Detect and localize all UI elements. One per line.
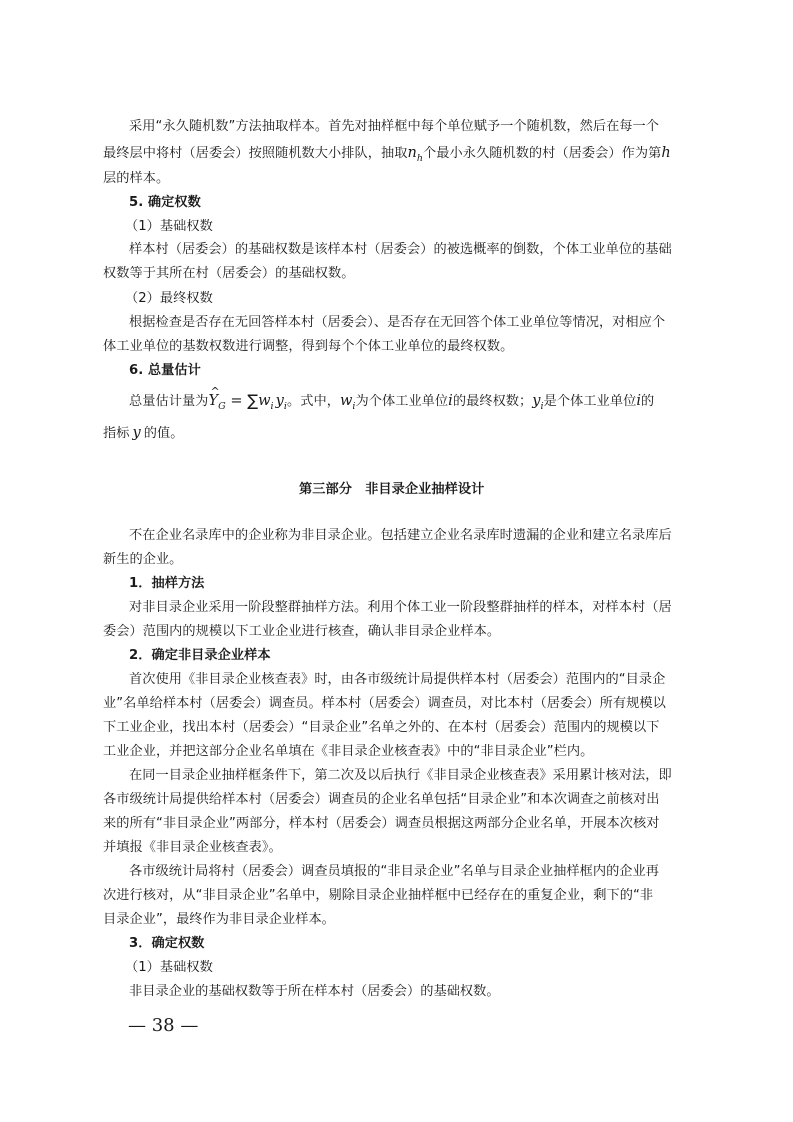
math-w-inline-subscript: i (352, 401, 356, 412)
math-y-inline-subscript: i (540, 401, 544, 412)
para-sample-line-4: 工业企业，并把这部分企业名单填在《非目录企业核查表》中的“非目录企业”栏内。 (103, 744, 594, 759)
math-w-subscript: i (270, 401, 274, 412)
text-span: 个最小永久随机数的村（居委会）作为第 (423, 146, 662, 161)
text-span: 指标 (103, 426, 130, 441)
para-sampling-method-line-1: 采用“永久随机数”方法抽取样本。首先对抽样框中每个单位赋予一个随机数，然后在每一个 (129, 119, 660, 134)
para-sample-line-1: 首次使用《非目录企业核查表》时，由各市级统计局提供样本村（居委会）范围内的“目录企 (129, 672, 666, 687)
para-sampling-method-line-2 (103, 143, 671, 165)
math-y-subscript: i (283, 401, 287, 412)
para-final-weight-line-1: 根据检查是否存在无回答样本村（居委会）、是否存在无回答个体工业单位等情况，对相应个 (129, 315, 666, 330)
para-method-line-1: 对非目录企业采用一阶段整群抽样方法。利用个体工业一阶段整群抽样的样本，对样本村（居 (129, 600, 672, 615)
heading-total-estimate: 6. 总量估计 (129, 363, 201, 378)
para-method-line-2: 委会）范围内的规模以下工业企业进行核查，确认非目录企业样本。 (103, 624, 501, 639)
subheading-base-weight-2: （1）基础权数 (125, 960, 213, 975)
math-y-hat: ^ Y (208, 391, 218, 411)
math-n: n (407, 145, 417, 161)
text-span: 。式中， (286, 394, 340, 409)
section-title: 第三部分 非目录企业抽样设计 (299, 482, 485, 497)
math-w: w (258, 393, 271, 409)
subheading-final-weight: （2）最终权数 (125, 291, 213, 306)
text-span: 为个体工业单位 (355, 394, 449, 409)
heading-determine-weights: 5. 确定权数 (129, 195, 201, 210)
heading-sampling-method: 1．抽样方法 (129, 576, 205, 591)
heading-determine-sample: 2．确定非目录企业样本 (129, 648, 271, 663)
page-number: — 38 — (128, 1015, 199, 1036)
subheading-base-weight: （1）基础权数 (125, 219, 213, 234)
para-intro-line-1: 不在企业名录库中的企业称为非目录企业。包括建立企业名录库时遗漏的企业和建立名录库后 (129, 528, 672, 543)
math-i: i (448, 393, 453, 409)
para-recheck-line-3: 目录企业”，最终作为非目录企业样本。 (103, 912, 335, 927)
para-recheck-line-1: 各市级统计局将村（居委会）调查员填报的“非目录企业”名单与目录企业抽样框内的企业再 (129, 864, 660, 879)
para-total-estimate-line-2 (103, 423, 183, 444)
para-cumulative-line-3: 来的所有“非目录企业”两部分，样本村（居委会）调查员根据这两部分企业名单，开展本次核对 (103, 816, 660, 831)
math-sum-symbol: ∑ (247, 391, 259, 410)
para-sampling-method-line-3: 层的样本。 (103, 171, 170, 186)
para-base-weight-nondirectory: 非目录企业的基础权数等于所在样本村（居委会）的基础权数。 (129, 984, 500, 999)
text-span: 的最终权数； (452, 394, 533, 409)
para-base-weight-line-1: 样本村（居委会）的基础权数是该样本村（居委会）的被选概率的倒数，个体工业单位的基础 (129, 242, 672, 257)
text-span: 是个体工业单位 (543, 394, 637, 409)
para-sample-line-3: 下工业企业，找出本村（居委会）“目录企业”名单之外的、在本村（居委会）范围内的规模以下 (103, 720, 660, 735)
text-span: 的 (641, 394, 655, 409)
math-w-inline: w (339, 393, 353, 409)
para-cumulative-line-2: 各市级统计局提供给样本村（居委会）调查员的企业名单包括“目录企业”和本次调查之前核对出 (103, 792, 660, 807)
math-equals: = (225, 393, 248, 409)
math-n-subscript: h (416, 153, 424, 164)
para-final-weight-line-2: 体工业单位的基数权数进行调整，得到每个个体工业单位的最终权数。 (103, 339, 514, 354)
para-recheck-line-2: 次进行核对，从“非目录企业”名单中，剔除目录企业抽样框中已经存在的重复企业，剩下的“非 (103, 888, 654, 903)
math-y: y (275, 393, 284, 409)
math-y-hat-subscript: G (218, 401, 226, 412)
para-cumulative-line-1: 在同一目录企业抽样框条件下，第二次及以后执行《非目录企业核查表》采用累计核对法，即 (129, 768, 672, 783)
para-cumulative-line-4: 并填报《非目录企业核查表》。 (103, 840, 282, 855)
math-h: h (661, 145, 671, 161)
para-sample-line-2: 业”名单给样本村（居委会）调查员。样本村（居委会）调查员，对比本村（居委会）所有规模以 (103, 696, 666, 711)
para-intro-line-2: 新生的企业。 (103, 552, 183, 567)
para-total-estimate-line-1 (129, 390, 654, 413)
heading-weights-2: 3．确定权数 (129, 936, 205, 951)
para-base-weight-line-2: 权数等于其所在村（居委会）的基础权数。 (103, 266, 355, 281)
math-y-indicator: y (132, 425, 141, 441)
text-span: 总量估计量为 (129, 394, 209, 409)
math-i-2: i (636, 393, 641, 409)
math-y-inline: y (532, 393, 541, 409)
text-span: 的值。 (143, 426, 184, 441)
text-span: 最终层中将村（居委会）按照随机数大小排队，抽取 (103, 146, 408, 161)
